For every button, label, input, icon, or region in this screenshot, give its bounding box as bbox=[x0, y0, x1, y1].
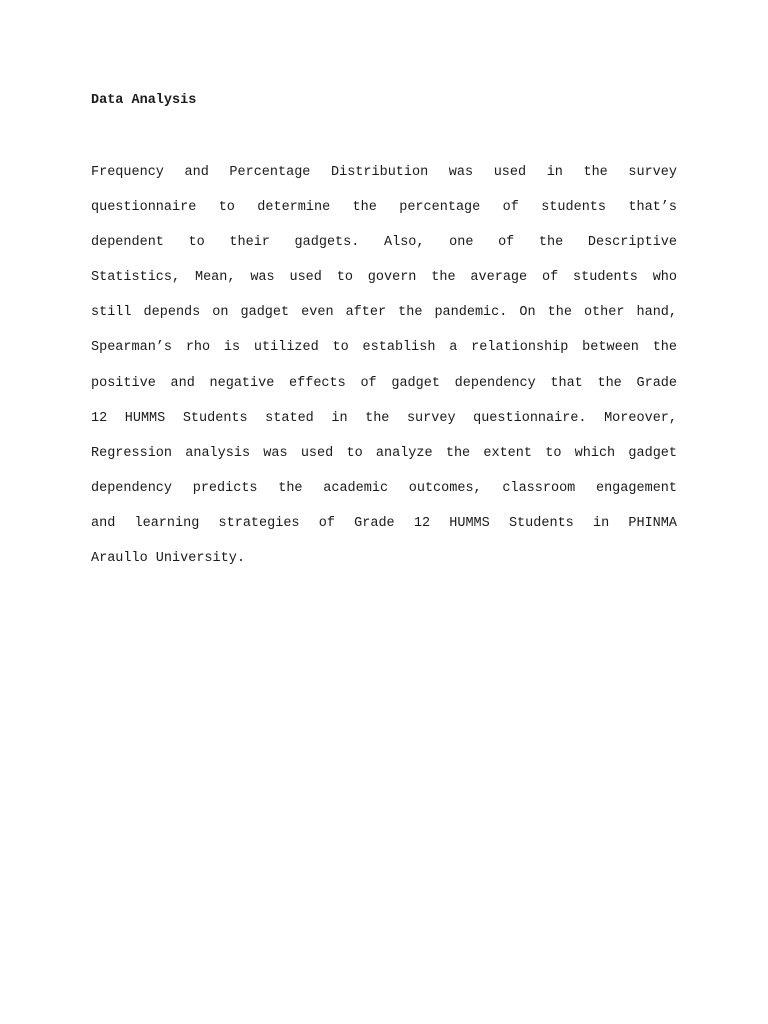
paragraph-line: dependent to their gadgets. Also, one of the Descriptive bbox=[91, 235, 677, 251]
paragraph-line: and learning strategies of Grade 12 HUMMS Students in PHINMA bbox=[91, 515, 677, 531]
paragraph-line: still depends on gadget even after the pandemic. On the other hand, bbox=[91, 305, 677, 321]
paragraph-line: 12 HUMMS Students stated in the survey questionnaire. Moreover, bbox=[91, 410, 677, 426]
paragraph-line: dependency predicts the academic outcomes, classroom engagement bbox=[91, 480, 677, 496]
paragraph-line: Araullo University. bbox=[91, 551, 245, 567]
paragraph-line: Statistics, Mean, was used to govern the average of students who bbox=[91, 270, 677, 286]
paragraph-line: Regression analysis was used to analyze the extent to which gadget bbox=[91, 445, 677, 461]
paragraph-line: Spearman’s rho is utilized to establish a relationship between the bbox=[91, 340, 677, 356]
paragraph-line: Frequency and Percentage Distribution was used in the survey bbox=[91, 165, 677, 180]
paragraph-line: questionnaire to determine the percentage of students that’s bbox=[91, 200, 677, 216]
section-heading: Data Analysis bbox=[91, 93, 197, 108]
body-paragraph bbox=[91, 155, 677, 576]
paragraph-line: positive and negative effects of gadget dependency that the Grade bbox=[91, 375, 677, 391]
